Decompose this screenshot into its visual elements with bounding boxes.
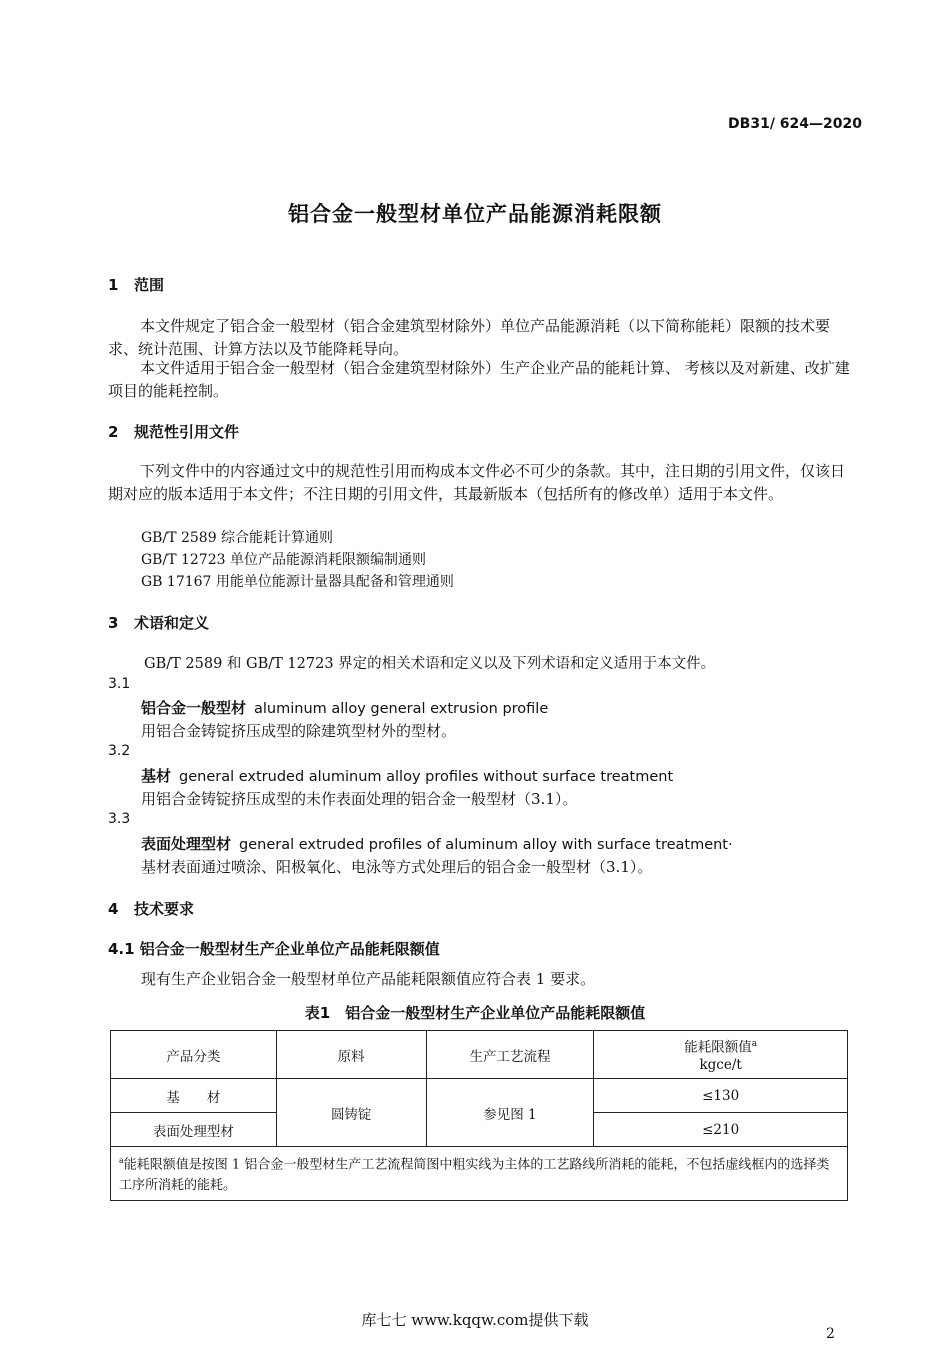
table-cell-limit: ≤210 <box>594 1113 848 1147</box>
section-4-paragraph: 现有生产企业铝合金一般型材单位产品能耗限额值应符合表 1 要求。 <box>141 970 596 988</box>
term-definition: 基材表面通过喷涂、阳极氧化、电泳等方式处理后的铝合金一般型材（3.1）。 <box>141 858 653 876</box>
section-3-heading <box>108 612 209 633</box>
table-header-row <box>111 1031 848 1079</box>
term-definition: 用铝合金铸锭挤压成型的除建筑型材外的型材。 <box>141 722 457 740</box>
header-label: 能耗限额值 <box>684 1039 752 1056</box>
section-number: 3 <box>108 614 119 632</box>
table-cell-process: 参见图 1 <box>426 1079 594 1147</box>
table-cell-category: 表面处理型材 <box>111 1113 277 1147</box>
header-cell: 产品分类 <box>111 1031 277 1079</box>
section-number: 4 <box>108 900 119 918</box>
section-3-intro: GB/T 2589 和 GB/T 12723 界定的相关术语和定义以及下列术语和定义适用于本文件。 <box>144 656 716 672</box>
document-code: DB31/ 624—2020 <box>728 116 862 132</box>
table-footnote-row <box>111 1147 848 1201</box>
section-number: 1 <box>108 276 119 294</box>
term-entry <box>141 765 673 786</box>
reference-item: GB/T 12723 单位产品能源消耗限额编制通则 <box>141 552 426 568</box>
page-number: 2 <box>826 1326 835 1342</box>
subsection-4-1-heading: 4.1 铝合金一般型材生产企业单位产品能耗限额值 <box>108 940 440 958</box>
section-4-heading <box>108 898 194 919</box>
header-cell <box>594 1031 848 1079</box>
footnote-text: 能耗限额值是按图 1 铝合金一般型材生产工艺流程简图中粗实线为主体的工艺路线所消耗的能耗，不包括虚线框内的选择类工序所消耗的能耗。 <box>119 1157 830 1193</box>
table-caption: 表1 铝合金一般型材生产企业单位产品能耗限额值 <box>304 1004 646 1022</box>
table-row <box>111 1079 848 1113</box>
table-cell-limit: ≤130 <box>594 1079 848 1113</box>
term-en: aluminum alloy general extrusion profile <box>254 701 549 717</box>
section-1-paragraph-2: 本文件适用于铝合金一般型材（铝合金建筑型材除外）生产企业产品的能耗计算、 考核以及对新建、改扩建项目的能耗控制。 <box>108 359 850 400</box>
reference-item: GB/T 2589 综合能耗计算通则 <box>141 530 334 546</box>
download-footer: 库七七 www.kqqw.com提供下载 <box>361 1311 589 1329</box>
section-number: 2 <box>108 423 119 441</box>
term-definition: 用铝合金铸锭挤压成型的未作表面处理的铝合金一般型材（3.1）。 <box>141 790 578 808</box>
footnote-mark: a <box>119 1156 124 1166</box>
table-footnote <box>111 1147 848 1201</box>
term-entry <box>141 833 733 854</box>
term-number: 3.1 <box>108 676 131 692</box>
term-en: general extruded aluminum alloy profiles without surface treatment <box>179 769 674 785</box>
section-title: 术语和定义 <box>134 614 210 632</box>
header-cell: 原料 <box>276 1031 426 1079</box>
term-zh: 铝合金一般型材 <box>141 699 247 717</box>
term-en: general extruded profiles of aluminum alloy with surface treatment· <box>239 837 733 853</box>
section-title: 范围 <box>134 276 165 294</box>
term-entry <box>141 697 548 718</box>
section-title: 规范性引用文件 <box>134 423 240 441</box>
term-number: 3.3 <box>108 811 131 827</box>
reference-item: GB 17167 用能单位能源计量器具配备和管理通则 <box>141 574 454 590</box>
section-1-heading <box>108 274 164 295</box>
section-title: 技术要求 <box>134 900 195 918</box>
section-2-paragraph: 下列文件中的内容通过文中的规范性引用而构成本文件必不可少的条款。其中，注日期的引用文件，仅该日期对应的版本适用于本文件；不注日期的引用文件，其最新版本（包括所有的修改单）适用于本文件。 <box>108 462 846 503</box>
table-cell-material: 圆铸锭 <box>276 1079 426 1147</box>
table-cell-category: 基 材 <box>111 1079 277 1113</box>
header-cell: 生产工艺流程 <box>426 1031 594 1079</box>
term-zh: 基材 <box>141 767 172 785</box>
header-unit: kgce/t <box>699 1057 742 1074</box>
term-zh: 表面处理型材 <box>141 835 232 853</box>
term-number: 3.2 <box>108 743 131 759</box>
section-2-heading <box>108 421 239 442</box>
page-title: 铝合金一般型材单位产品能源消耗限额 <box>288 202 662 226</box>
energy-limit-table <box>110 1030 848 1201</box>
footnote-mark: a <box>751 1038 758 1049</box>
section-1-paragraph-1: 本文件规定了铝合金一般型材（铝合金建筑型材除外）单位产品能源消耗（以下简称能耗）限额的技术要求、统计范围、计算方法以及节能降耗导向。 <box>108 317 831 358</box>
